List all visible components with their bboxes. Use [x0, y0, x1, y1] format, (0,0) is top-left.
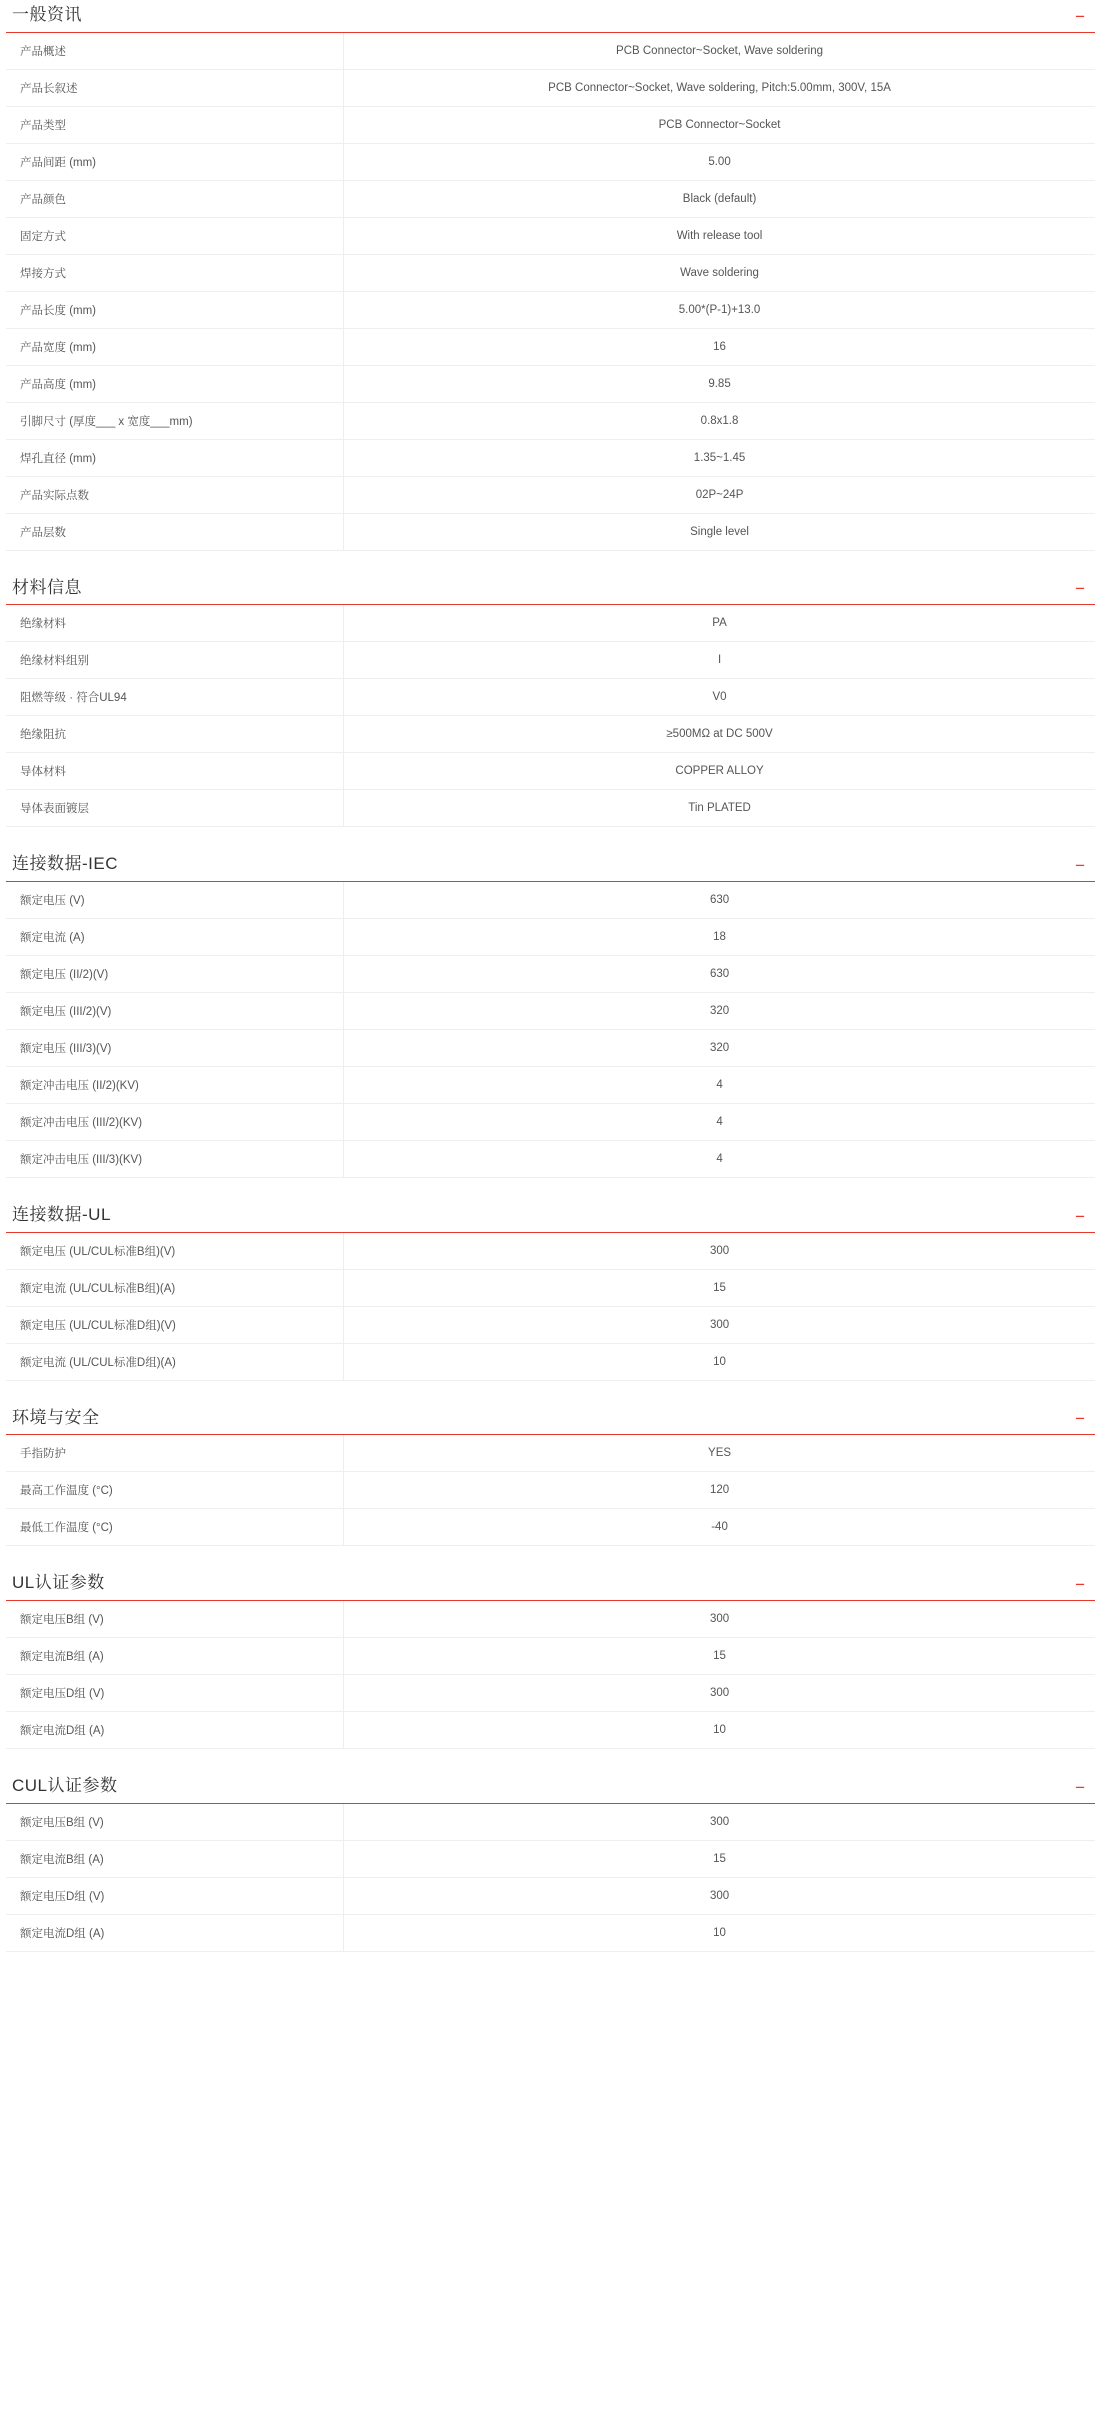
spec-table-cul-certification-params	[6, 1804, 1095, 1952]
spec-value: 15	[713, 1281, 726, 1294]
collapse-minus-icon[interactable]: −	[1075, 1409, 1085, 1429]
spec-label: 绝缘材料组别	[6, 642, 344, 679]
collapse-minus-icon[interactable]: −	[1075, 579, 1085, 599]
table-row	[6, 679, 1095, 716]
spec-value: 02P~24P	[695, 488, 744, 501]
table-row	[6, 882, 1095, 919]
spec-label: 导体材料	[6, 753, 344, 790]
table-row	[6, 254, 1095, 291]
spec-value: 5.00	[708, 155, 731, 168]
table-row	[6, 1638, 1095, 1675]
section-title: UL认证参数	[12, 1573, 105, 1593]
spec-value: 0.8x1.8	[700, 414, 739, 427]
spec-label: 产品长叙述	[6, 69, 344, 106]
spec-value: 300	[709, 1889, 730, 1902]
spec-value: PCB Connector~Socket	[658, 118, 781, 131]
spec-value: 18	[713, 931, 726, 944]
spec-value: 9.85	[708, 377, 731, 390]
spec-value: ≥500MΩ at DC 500V	[666, 728, 773, 741]
table-row	[6, 402, 1095, 439]
spec-value: PCB Connector~Socket, Wave soldering	[616, 44, 824, 57]
spec-value: Wave soldering	[680, 266, 759, 279]
spec-label: 额定电流B组 (A)	[6, 1638, 344, 1675]
table-row	[6, 919, 1095, 956]
spec-value: YES	[708, 1447, 732, 1460]
section-title: 一般资讯	[12, 5, 82, 24]
collapse-minus-icon[interactable]: −	[1075, 856, 1085, 876]
section-title: 环境与安全	[12, 1407, 100, 1427]
collapse-minus-icon[interactable]: −	[1075, 1206, 1085, 1226]
spec-value: 120	[709, 1484, 730, 1497]
table-row	[6, 1675, 1095, 1712]
section-environment-safety	[6, 1409, 1095, 1565]
table-row	[6, 328, 1095, 365]
spec-label: 导体表面镀层	[6, 790, 344, 827]
spec-value: 4	[716, 1079, 723, 1092]
spec-value: 15	[713, 1852, 726, 1865]
section-spacer	[6, 1178, 1095, 1196]
table-row	[6, 106, 1095, 143]
spec-label: 产品宽度 (mm)	[6, 328, 344, 365]
table-row	[6, 605, 1095, 642]
spec-value: I	[717, 654, 722, 667]
section-header-general-info[interactable]	[6, 6, 1095, 33]
spec-label: 产品高度 (mm)	[6, 365, 344, 402]
spec-table-ul-certification-params	[6, 1601, 1095, 1749]
spec-label: 额定冲击电压 (III/3)(KV)	[6, 1141, 344, 1178]
section-ul-certification-params	[6, 1574, 1095, 1767]
spec-value: 10	[713, 1355, 726, 1368]
collapse-minus-icon[interactable]: −	[1075, 6, 1085, 26]
spec-value: 630	[709, 894, 730, 907]
spec-value: -40	[711, 1521, 728, 1534]
spec-value: PA	[712, 617, 727, 630]
table-row	[6, 1343, 1095, 1380]
spec-label: 产品层数	[6, 513, 344, 550]
spec-label: 产品实际点数	[6, 476, 344, 513]
spec-label: 额定电流D组 (A)	[6, 1914, 344, 1951]
spec-value: 1.35~1.45	[693, 451, 746, 464]
table-row	[6, 993, 1095, 1030]
spec-label: 固定方式	[6, 217, 344, 254]
spec-value: 5.00*(P-1)+13.0	[678, 303, 761, 316]
section-spacer	[6, 827, 1095, 845]
spec-value: Single level	[690, 525, 749, 538]
spec-label: 绝缘阻抗	[6, 716, 344, 753]
spec-value: 16	[713, 340, 726, 353]
table-row	[6, 217, 1095, 254]
section-title: 连接数据-IEC	[12, 854, 118, 874]
spec-label: 产品类型	[6, 106, 344, 143]
section-spacer	[6, 1546, 1095, 1564]
spec-value: 300	[709, 1613, 730, 1626]
table-row	[6, 180, 1095, 217]
table-row	[6, 753, 1095, 790]
table-row	[6, 1306, 1095, 1343]
spec-value: V0	[712, 691, 727, 704]
spec-value: 15	[713, 1650, 726, 1663]
section-spacer	[6, 1749, 1095, 1767]
table-row	[6, 476, 1095, 513]
spec-value: 4	[716, 1116, 723, 1129]
spec-label: 阻燃等级 · 符合UL94	[6, 679, 344, 716]
spec-label: 额定电压B组 (V)	[6, 1601, 344, 1638]
section-connection-data-ul	[6, 1206, 1095, 1399]
collapse-minus-icon[interactable]: −	[1075, 1575, 1085, 1595]
sections-container	[6, 0, 1095, 1970]
section-spacer	[6, 1952, 1095, 1970]
table-row	[6, 513, 1095, 550]
spec-label: 额定电压B组 (V)	[6, 1804, 344, 1841]
spec-table-environment-safety	[6, 1435, 1095, 1546]
spec-label: 产品概述	[6, 33, 344, 70]
table-row	[6, 1472, 1095, 1509]
spec-label: 焊接方式	[6, 254, 344, 291]
table-row	[6, 1804, 1095, 1841]
table-row	[6, 69, 1095, 106]
spec-value: 630	[709, 968, 730, 981]
spec-value: 320	[709, 1042, 730, 1055]
section-cul-certification-params	[6, 1777, 1095, 1970]
table-row	[6, 291, 1095, 328]
spec-label: 产品长度 (mm)	[6, 291, 344, 328]
table-row	[6, 143, 1095, 180]
spec-label: 焊孔直径 (mm)	[6, 439, 344, 476]
spec-value: 10	[713, 1724, 726, 1737]
table-row	[6, 1067, 1095, 1104]
spec-table-material-info	[6, 605, 1095, 827]
spec-label: 绝缘材料	[6, 605, 344, 642]
spec-table-general-info	[6, 33, 1095, 551]
spec-label: 手指防护	[6, 1435, 344, 1472]
section-header-environment-safety[interactable]	[6, 1409, 1095, 1436]
table-row	[6, 1712, 1095, 1749]
section-connection-data-iec	[6, 855, 1095, 1196]
spec-label: 额定电压D组 (V)	[6, 1877, 344, 1914]
section-title: 材料信息	[12, 577, 82, 597]
spec-value: 4	[716, 1153, 723, 1166]
spec-value: Black (default)	[682, 192, 757, 205]
section-spacer	[6, 1381, 1095, 1399]
table-row	[6, 33, 1095, 70]
table-row	[6, 956, 1095, 993]
section-header-ul-certification-params[interactable]	[6, 1574, 1095, 1601]
spec-label: 额定电流 (UL/CUL标准B组)(A)	[6, 1269, 344, 1306]
section-title: 连接数据-UL	[12, 1205, 111, 1225]
table-row	[6, 1141, 1095, 1178]
table-row	[6, 1104, 1095, 1141]
table-row	[6, 1601, 1095, 1638]
spec-label: 额定电流B组 (A)	[6, 1840, 344, 1877]
spec-value: 10	[713, 1926, 726, 1939]
spec-label: 额定电流D组 (A)	[6, 1712, 344, 1749]
spec-label: 额定电流 (A)	[6, 919, 344, 956]
spec-label: 最高工作温度 (°C)	[6, 1472, 344, 1509]
spec-value: 300	[709, 1815, 730, 1828]
table-row	[6, 439, 1095, 476]
spec-table-connection-data-ul	[6, 1233, 1095, 1381]
spec-label: 引脚尺寸 (厚度___ x 宽度___mm)	[6, 402, 344, 439]
table-row	[6, 1914, 1095, 1951]
spec-value: 300	[709, 1318, 730, 1331]
table-row	[6, 1435, 1095, 1472]
spec-label: 额定电压 (V)	[6, 882, 344, 919]
section-header-connection-data-iec[interactable]	[6, 855, 1095, 882]
section-header-cul-certification-params[interactable]	[6, 1777, 1095, 1804]
table-row	[6, 642, 1095, 679]
spec-label: 产品间距 (mm)	[6, 143, 344, 180]
table-row	[6, 716, 1095, 753]
spec-value: Tin PLATED	[688, 802, 751, 815]
spec-label: 产品颜色	[6, 180, 344, 217]
spec-value: 300	[709, 1687, 730, 1700]
spec-label: 额定电压 (II/2)(V)	[6, 956, 344, 993]
spec-value: PCB Connector~Socket, Wave soldering, Pitch:5.00mm, 300V, 15A	[548, 81, 891, 94]
spec-value: 300	[709, 1244, 730, 1257]
spec-label: 额定冲击电压 (II/2)(KV)	[6, 1067, 344, 1104]
spec-value: COPPER ALLOY	[675, 765, 764, 778]
spec-label: 额定电压 (III/3)(V)	[6, 1030, 344, 1067]
section-material-info	[6, 579, 1095, 846]
section-general-info	[6, 0, 1095, 569]
spec-value: With release tool	[676, 229, 763, 242]
spec-label: 最低工作温度 (°C)	[6, 1509, 344, 1546]
table-row	[6, 1269, 1095, 1306]
spec-label: 额定电压 (III/2)(V)	[6, 993, 344, 1030]
table-row	[6, 1877, 1095, 1914]
spec-label: 额定电压 (UL/CUL标准D组)(V)	[6, 1306, 344, 1343]
spec-label: 额定冲击电压 (III/2)(KV)	[6, 1104, 344, 1141]
spec-label: 额定电压D组 (V)	[6, 1675, 344, 1712]
table-row	[6, 790, 1095, 827]
table-row	[6, 365, 1095, 402]
table-row	[6, 1840, 1095, 1877]
spec-label: 额定电压 (UL/CUL标准B组)(V)	[6, 1233, 344, 1270]
collapse-minus-icon[interactable]: −	[1075, 1777, 1085, 1797]
section-spacer	[6, 551, 1095, 569]
spec-table-connection-data-iec	[6, 882, 1095, 1178]
table-row	[6, 1509, 1095, 1546]
section-header-material-info[interactable]	[6, 579, 1095, 606]
spec-value: 320	[709, 1005, 730, 1018]
table-row	[6, 1233, 1095, 1270]
section-title: CUL认证参数	[12, 1776, 118, 1796]
table-row	[6, 1030, 1095, 1067]
section-header-connection-data-ul[interactable]	[6, 1206, 1095, 1233]
spec-label: 额定电流 (UL/CUL标准D组)(A)	[6, 1343, 344, 1380]
